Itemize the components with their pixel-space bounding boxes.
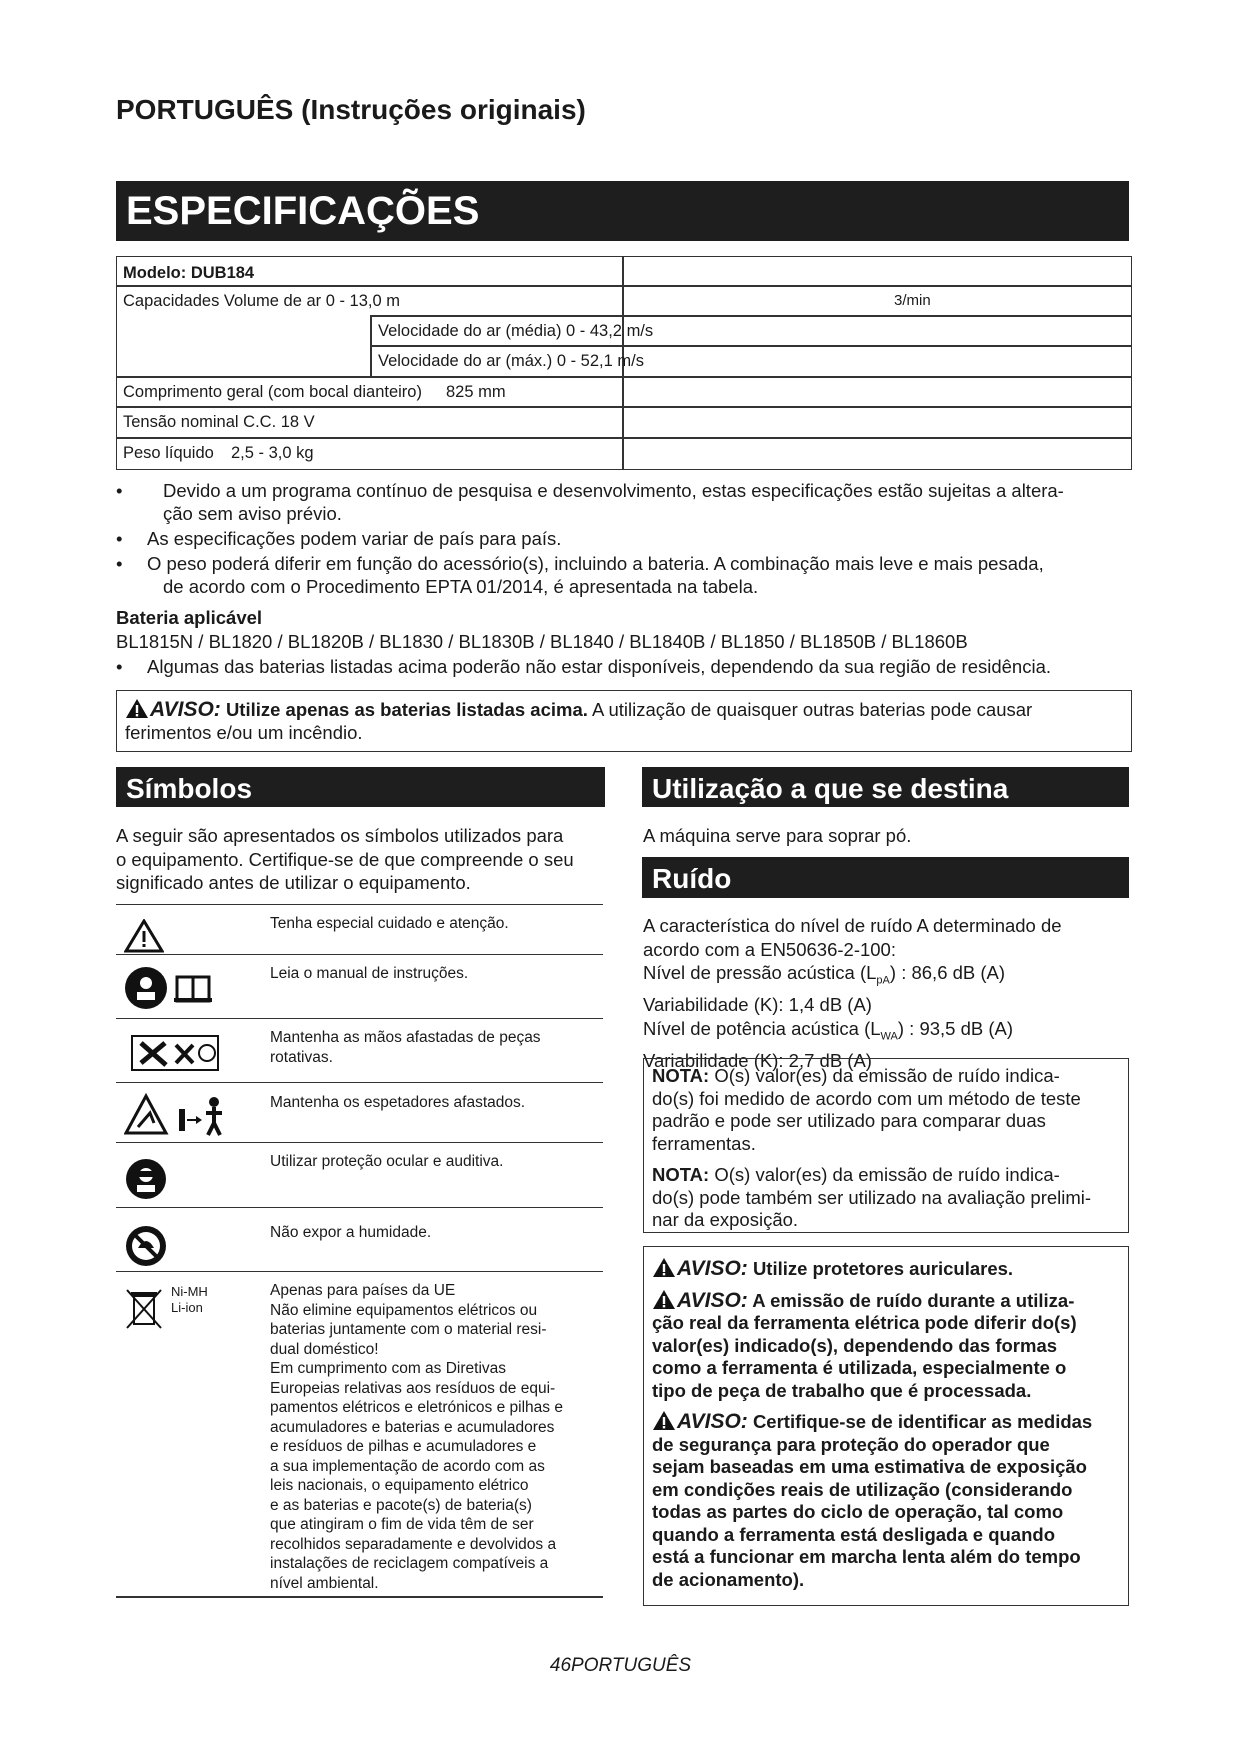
battery-heading: Bateria aplicável — [116, 607, 263, 628]
symbol-row — [116, 954, 603, 1018]
noise-warnings-box — [643, 1246, 1129, 1606]
air-speed-avg-row: Velocidade do ar (média) 0 - 43,2 m/s — [378, 322, 654, 340]
read-manual-icon — [124, 965, 214, 1011]
symbols-banner: Símbolos — [116, 767, 605, 807]
caution-triangle-icon — [124, 919, 164, 953]
warning-triangle-icon — [652, 1410, 676, 1431]
battery-note: • Algumas das baterias listadas acima poderão não estar disponíveis, dependendo da sua região de residência. — [116, 656, 1051, 677]
spec-note: • O peso poderá diferir em função do acessório(s), incluindo a bateria. A combinação mais leve e mais pesada, de acordo com o Procedimento EPTA 01/2014, é apresentada na tabela. — [116, 553, 1044, 597]
symbol-text: Leia o manual de instruções. — [270, 965, 469, 982]
noise-warning-2: AVISO: A emissão de ruído durante a utiliza- ção real da ferramenta elétrica pode diferir do(s) valor(es) indicado(s), dependendo das formas como a ferramenta é utilizada, especialmente o tipo de peça de trabalho que é processada. — [652, 1288, 1077, 1401]
note-2: NOTA: O(s) valor(es) da emissão de ruído indica- do(s) pode também ser utilizado na avaliação prelimi- nar da exposição. — [652, 1164, 1092, 1230]
battery-warning-box: AVISO: Utilize apenas as baterias listadas acima. A utilização de quaisquer outras baterias pode causar ferimentos e/ou um incêndio. — [116, 690, 1132, 752]
symbol-text: Mantenha os espetadores afastados. — [270, 1094, 526, 1111]
warning-triangle-icon — [125, 698, 149, 719]
eye-ear-protection-icon — [124, 1157, 168, 1201]
symbol-text: Não expor a humidade. — [270, 1224, 432, 1241]
symbol-row — [116, 1207, 603, 1271]
net-weight-value: 2,5 - 3,0 kg — [231, 444, 314, 462]
specifications-banner: ESPECIFICAÇÕES — [116, 181, 1129, 241]
noise-banner: Ruído — [642, 857, 1129, 898]
warning-triangle-icon — [652, 1289, 676, 1310]
crossed-bin-icon — [124, 1286, 164, 1332]
model-label: Modelo: DUB184 — [123, 264, 255, 282]
symbol-text: Tenha especial cuidado e atenção. — [270, 915, 509, 932]
rotating-parts-icon — [131, 1033, 221, 1073]
intended-use-banner: Utilização a que se destina — [642, 767, 1129, 807]
symbol-text: Utilizar proteção ocular e auditiva. — [270, 1153, 504, 1170]
symbol-row-weee — [116, 1271, 603, 1596]
no-rain-icon — [124, 1224, 168, 1268]
rated-voltage-row: Tensão nominal C.C. 18 V — [123, 413, 315, 431]
keep-bystanders-away-icon — [124, 1093, 234, 1137]
symbol-row — [116, 1082, 603, 1142]
symbols-intro: A seguir são apresentados os símbolos utilizados para o equipamento. Certifique-se de que compreende o seu significado antes de utilizar o equipamento. — [116, 825, 574, 893]
symbol-row — [116, 904, 603, 954]
symbol-row — [116, 1142, 603, 1207]
specifications-table — [116, 256, 1132, 470]
net-weight-row: Peso líquido — [123, 444, 214, 462]
symbol-row — [116, 1018, 603, 1082]
noise-notes-box — [643, 1058, 1129, 1233]
air-speed-max-row: Velocidade do ar (máx.) 0 - 52,1 m/s — [378, 352, 644, 370]
noise-warning-3: AVISO: Certifique-se de identificar as medidas de segurança para proteção do operador que sejam baseadas em uma estimativa de exposição em condições reais de utilização (considerando todas as partes do ciclo de operação, tal como quando a ferramenta está desligada e quando está a funcionar em marcha lenta além do tempo de acionamento). — [652, 1410, 1093, 1590]
noise-data: A característica do nível de ruído A determinado de acordo com a EN50636-2-100: Nível de pressão acústica $(L_{pA})$ : 86,6 dB (A) Variabilidade (K): 1,4 dB (A) Nível de potência acústica $(L_{WA})$ : 93,5 dB (A) Variabilidade (K): 2,7 dB (A) — [643, 915, 1062, 1071]
warning-triangle-icon — [652, 1257, 676, 1278]
noise-warning-1: AVISO: Utilize protetores auriculares. — [652, 1257, 1120, 1281]
symbol-text: Mantenha as mãos afastadas de peças rotativas. — [270, 1029, 541, 1066]
air-volume-row: Capacidades Volume de ar 0 - 13,0 m — [123, 292, 400, 310]
overall-length-value: 825 mm — [446, 383, 506, 401]
spec-note: • As especificações podem variar de país para país. — [116, 528, 562, 549]
intended-use-text: A máquina serve para soprar pó. — [643, 825, 912, 846]
battery-type-labels: Ni-MH Li-ion — [171, 1284, 208, 1315]
battery-list: BL1815N / BL1820 / BL1820B / BL1830 / BL1830B / BL1840 / BL1840B / BL1850 / BL1850B / BL1860B — [116, 631, 968, 652]
spec-note: • Devido a um programa contínuo de pesquisa e desenvolvimento, estas especificações estão sujeitas a altera- ção sem aviso prévio. — [116, 480, 1064, 524]
page-title: PORTUGUÊS (Instruções originais) — [116, 94, 586, 125]
weee-text: Apenas para países da UE Não elimine equipamentos elétricos ou baterias juntamente com o material resi- dual doméstico! Em cumprimento com as Diretivas Europeias relativas aos resíduos de equi- pamentos elétricos e eletrónicos e pilhas e acumuladores e baterias e acumuladores e resíduos de pilhas e acumuladores e a sua implementação de acordo com as leis nacionais, o equipamento elétrico e as baterias e pacote(s) de bateria(s) que atingiram o fim de vida têm de ser recolhidos separadamente e devolvidos a instalações de reciclagem compatíveis a nível ambiental. — [270, 1282, 563, 1592]
note-1: NOTA: O(s) valor(es) da emissão de ruído indica- do(s) foi medido de acordo com um método de teste padrão e pode ser utilizado para comparar duas ferramentas. — [652, 1065, 1081, 1154]
overall-length-row: Comprimento geral (com bocal dianteiro) — [123, 383, 422, 401]
page-footer: 46PORTUGUÊS — [549, 1655, 692, 1676]
air-volume-unit: 3/min — [894, 292, 931, 309]
